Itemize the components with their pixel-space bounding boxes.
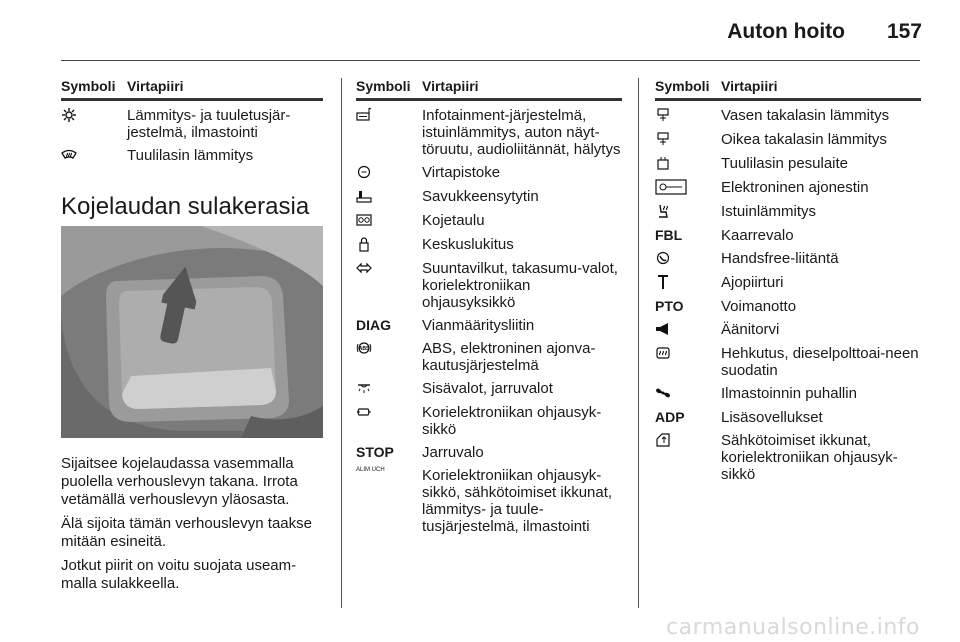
circuit-label: Voimanotto bbox=[721, 298, 797, 315]
svg-text:ABS: ABS bbox=[358, 346, 370, 352]
table-row bbox=[356, 260, 622, 311]
windshield-washer-icon bbox=[655, 155, 721, 173]
diag-symbol: DIAG bbox=[356, 317, 391, 333]
circuit-label: Vianmääritysliitin bbox=[422, 317, 535, 334]
ventilation-fan-icon bbox=[61, 107, 127, 141]
alim-uch-symbol: ALIM UCH bbox=[356, 467, 385, 473]
column-divider bbox=[341, 78, 342, 608]
circuit-label: Handsfree-liitäntä bbox=[721, 250, 839, 267]
circuit-label: Sähkötoimiset ikkunat, korielektroniikan ohjausyk-sikkö bbox=[721, 432, 898, 483]
handsfree-icon bbox=[655, 250, 721, 268]
table-row bbox=[356, 164, 622, 182]
circuit-label: Hehkutus, dieselpolttoai-neen suodatin bbox=[721, 345, 919, 379]
table-row bbox=[655, 321, 921, 339]
immobilizer-icon bbox=[655, 179, 721, 197]
circuit-label: Vasen takalasin lämmitys bbox=[721, 107, 890, 124]
cigarette-lighter-icon bbox=[356, 188, 422, 206]
table-row bbox=[356, 212, 622, 230]
infotainment-icon bbox=[356, 107, 422, 158]
circuit-label: Istuinlämmitys bbox=[721, 203, 817, 220]
table-row bbox=[61, 107, 323, 141]
circuit-label: Lämmitys- ja tuuletusjär-jestelmä, ilmastointi bbox=[127, 107, 291, 141]
table-header bbox=[61, 78, 323, 101]
interior-light-icon bbox=[356, 380, 422, 398]
power-outlet-icon bbox=[356, 164, 422, 182]
circuit-label: Jarruvalo bbox=[422, 444, 484, 461]
fuse-box-photo bbox=[61, 226, 323, 438]
circuit-label: Tuulilasin lämmitys bbox=[127, 147, 254, 164]
symbol-column-header: Symboli bbox=[655, 78, 710, 94]
stop-symbol: STOP bbox=[356, 444, 394, 460]
paragraph: Sijaitsee kojelaudassa vasemmalla puolella verhouslevyn takana. Irrota vetämällä verhouslevyn yläosasta. bbox=[61, 455, 298, 508]
circuit-label: Savukkeensytytin bbox=[422, 188, 539, 205]
abs-icon bbox=[356, 340, 422, 374]
circuit-label: Sisävalot, jarruvalot bbox=[422, 380, 553, 397]
table-header bbox=[356, 78, 622, 101]
instrument-cluster-icon bbox=[356, 212, 422, 230]
fuse-table-column-1 bbox=[61, 78, 323, 165]
watermark: carmanualsonline.info bbox=[666, 615, 920, 640]
fuse-table-column-3 bbox=[655, 78, 921, 483]
paragraph: Jotkut piirit on voitu suojata useam-malla sulakkeella. bbox=[61, 557, 297, 592]
table-row bbox=[655, 274, 921, 292]
header-rule bbox=[61, 60, 920, 61]
table-row bbox=[356, 404, 622, 438]
body-electronics-icon bbox=[356, 404, 422, 438]
circuit-column-header: Virtapiiri bbox=[721, 78, 778, 94]
table-row bbox=[655, 203, 921, 221]
section-title: Kojelaudan sulakerasia bbox=[61, 193, 310, 220]
central-locking-icon bbox=[356, 236, 422, 254]
table-row bbox=[356, 340, 622, 374]
table-row bbox=[655, 345, 921, 379]
table-row bbox=[655, 179, 921, 197]
page-header bbox=[0, 0, 960, 60]
table-header bbox=[655, 78, 921, 101]
circuit-label: Infotainment-järjestelmä, istuinlämmitys, auton näyt-töruutu, audioliitännät, hälytys bbox=[422, 107, 621, 158]
circuit-label: Lisäsovellukset bbox=[721, 409, 823, 426]
circuit-column-header: Virtapiiri bbox=[422, 78, 479, 94]
symbol-column-header: Symboli bbox=[61, 78, 116, 94]
circuit-label: Äänitorvi bbox=[721, 321, 780, 338]
circuit-label: Elektroninen ajonestin bbox=[721, 179, 869, 196]
table-row bbox=[655, 155, 921, 173]
table-row bbox=[655, 385, 921, 403]
circuit-label: Ilmastoinnin puhallin bbox=[721, 385, 857, 402]
turn-signal-icon bbox=[356, 260, 422, 311]
table-row bbox=[655, 227, 921, 244]
table-row bbox=[356, 236, 622, 254]
table-row bbox=[655, 107, 921, 125]
power-window-icon bbox=[655, 432, 721, 483]
seat-heating-icon bbox=[655, 203, 721, 221]
right-mirror-heating-icon bbox=[655, 131, 721, 149]
table-row bbox=[356, 380, 622, 398]
table-row bbox=[655, 298, 921, 315]
fbl-symbol: FBL bbox=[655, 227, 683, 243]
circuit-column-header: Virtapiiri bbox=[127, 78, 184, 94]
table-row bbox=[356, 107, 622, 158]
table-row bbox=[655, 432, 921, 483]
table-row bbox=[61, 147, 323, 165]
table-row bbox=[655, 250, 921, 268]
horn-icon bbox=[655, 321, 721, 339]
header-title: Auton hoito bbox=[727, 20, 845, 43]
circuit-label: ABS, elektroninen ajonva-kautusjärjestelmä bbox=[422, 340, 596, 374]
fuse-table-column-2 bbox=[356, 78, 622, 535]
circuit-label: Korielektroniikan ohjausyk-sikkö, sähkötoimiset ikkunat, lämmitys- ja tuule-tusjärjestelmä, ilmastointi bbox=[422, 467, 613, 535]
circuit-label: Ajopiirturi bbox=[721, 274, 784, 291]
table-row bbox=[356, 188, 622, 206]
description bbox=[61, 455, 325, 599]
circuit-label: Korielektroniikan ohjausyk-sikkö bbox=[422, 404, 602, 438]
diesel-filter-heater-icon bbox=[655, 345, 721, 379]
table-row bbox=[655, 409, 921, 426]
tachograph-icon bbox=[655, 274, 721, 292]
windshield-heating-icon bbox=[61, 147, 127, 165]
left-mirror-heating-icon bbox=[655, 107, 721, 125]
circuit-label: Oikea takalasin lämmitys bbox=[721, 131, 887, 148]
table-row bbox=[356, 467, 622, 535]
circuit-label: Tuulilasin pesulaite bbox=[721, 155, 849, 172]
table-row bbox=[356, 444, 622, 461]
blower-fan-icon bbox=[655, 385, 721, 403]
page-number: 157 bbox=[886, 20, 922, 43]
circuit-label: Keskuslukitus bbox=[422, 236, 514, 253]
circuit-label: Virtapistoke bbox=[422, 164, 501, 181]
paragraph: Älä sijoita tämän verhouslevyn taakse mitään esineitä. bbox=[61, 515, 312, 550]
pto-symbol: PTO bbox=[655, 298, 684, 314]
circuit-label: Kaarrevalo bbox=[721, 227, 794, 244]
symbol-column-header: Symboli bbox=[356, 78, 411, 94]
table-row bbox=[655, 131, 921, 149]
adp-symbol: ADP bbox=[655, 409, 685, 425]
circuit-label: Kojetaulu bbox=[422, 212, 485, 229]
table-row bbox=[356, 317, 622, 334]
column-divider bbox=[638, 78, 639, 608]
circuit-label: Suuntavilkut, takasumu-valot, korielektroniikan ohjausyksikkö bbox=[422, 260, 618, 311]
